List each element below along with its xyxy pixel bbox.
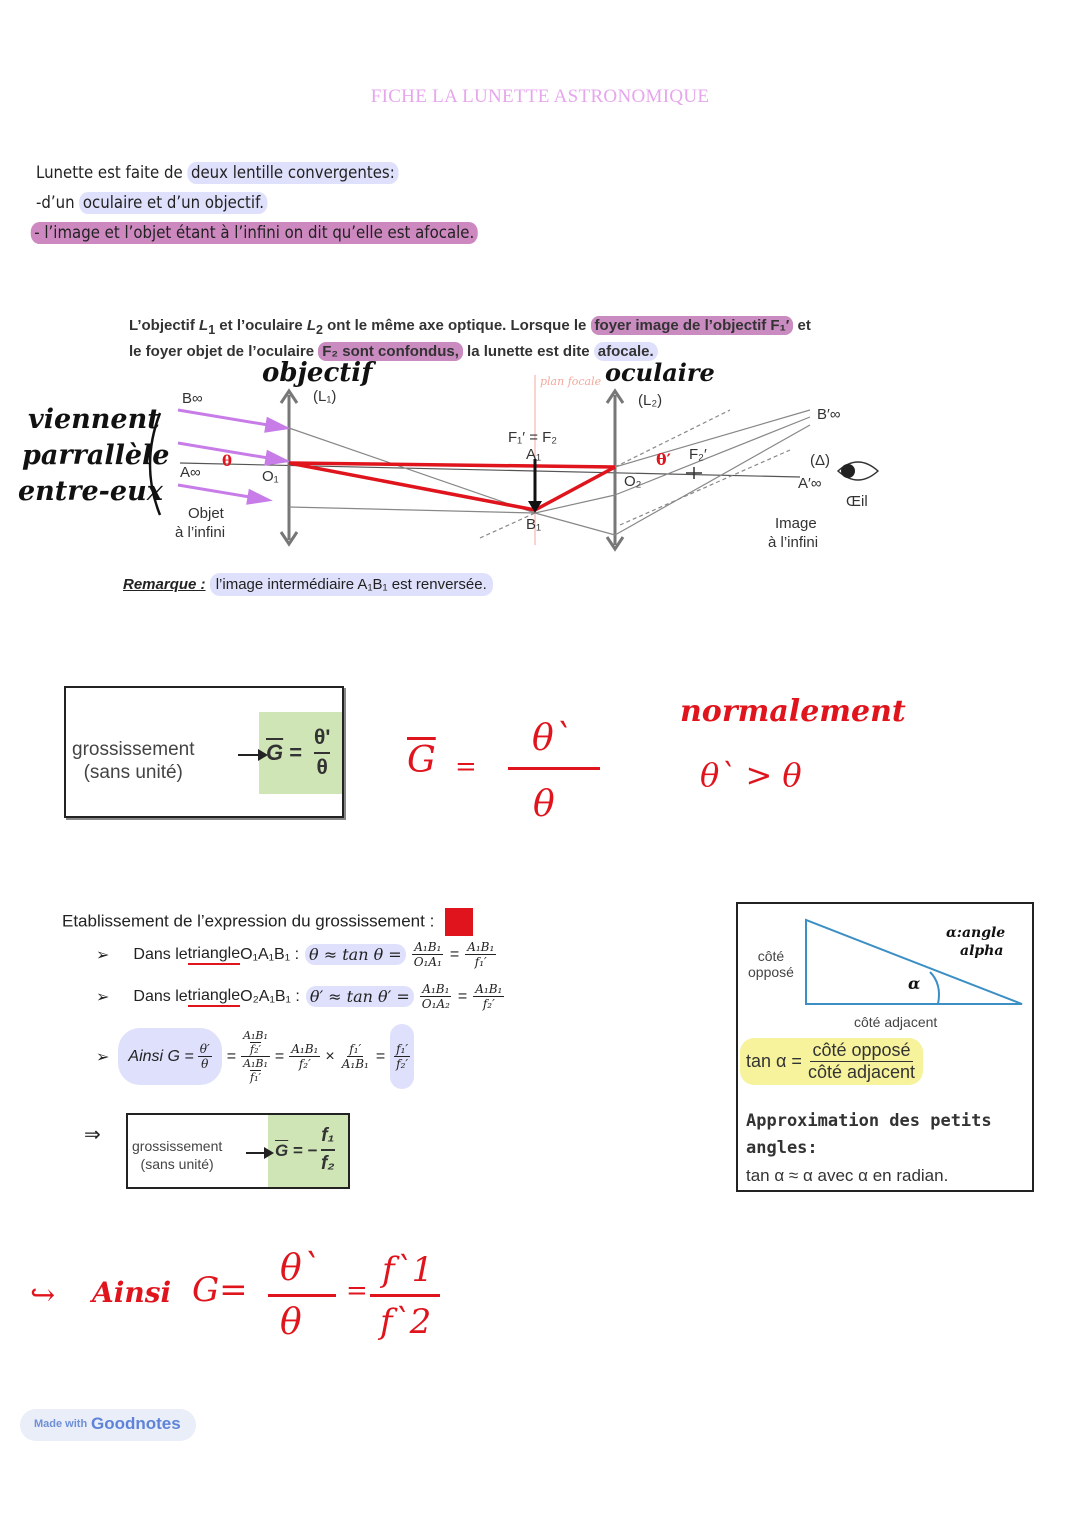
final-bar-2 bbox=[370, 1294, 440, 1297]
result-num: f₁ bbox=[321, 1123, 335, 1151]
label-theta-prime: θ′ bbox=[656, 450, 671, 469]
intro-line-1: Lunette est faite de deux lentille convergentes: bbox=[36, 158, 478, 188]
label-a-inf: A∞ bbox=[180, 464, 201, 481]
etablissement-heading: Etablissement de l’expression du grossissement : bbox=[62, 908, 473, 936]
caption-line-1: L’objectif $L_1$ et l’oculaire $L_2$ ont le même axe optique. Lorsque le foyer image de l’objectif F₁′ et bbox=[129, 317, 811, 337]
gross-num: θ' bbox=[314, 724, 330, 754]
final-arrow-icon: ↪ bbox=[30, 1278, 56, 1313]
hand-oculaire: oculaire bbox=[605, 358, 715, 387]
hand-frac-bar bbox=[508, 767, 600, 770]
gross-den: θ bbox=[316, 756, 328, 779]
grossissement-box bbox=[64, 686, 344, 818]
intro-line-2: -d’un oculaire et d’un objectif. bbox=[36, 188, 478, 218]
red-square-icon bbox=[445, 908, 473, 936]
result-den: f₂ bbox=[321, 1153, 335, 1174]
final-g: G= bbox=[192, 1270, 248, 1310]
intro-line-3: - l’image et l’objet étant à l’infini on dit qu’elle est afocale. bbox=[31, 218, 478, 248]
goodnotes-badge[interactable] bbox=[20, 1409, 196, 1441]
hand-g: $\overline{G}$ bbox=[407, 740, 436, 781]
hand-num: θ` bbox=[532, 718, 572, 759]
hand-den: θ bbox=[533, 784, 555, 825]
page-title: FICHE LA LUNETTE ASTRONOMIQUE bbox=[370, 86, 710, 107]
tan-formula: tan α = côté opposé côté adjacent bbox=[740, 1038, 923, 1085]
label-f2p: F₂′ bbox=[689, 446, 707, 463]
final-ainsi: Ainsi bbox=[92, 1276, 172, 1309]
hand-objectif: objectif bbox=[262, 358, 373, 388]
gross-label-2: (sans unité) bbox=[83, 762, 183, 783]
gross-eq: = bbox=[289, 740, 303, 765]
label-b-inf-p: B′∞ bbox=[817, 406, 841, 423]
remarque-text: l’image intermédiaire A₁B₁ est renversée. bbox=[210, 573, 493, 596]
hand-eq: = bbox=[455, 752, 477, 782]
cote-adjacent: côté adjacent bbox=[854, 1014, 938, 1030]
gross-arrow-icon bbox=[238, 748, 268, 762]
final-eq: = bbox=[346, 1276, 368, 1306]
hand-parallele-line: parrallèle bbox=[22, 440, 170, 471]
trigonometry-box bbox=[736, 902, 1034, 1192]
result-g: $\overline{G}$ bbox=[275, 1141, 289, 1160]
label-l1: (L₁) bbox=[313, 388, 337, 405]
alpha-note: α:angle alpha bbox=[946, 925, 1006, 959]
caption-line-2: le foyer objet de l’oculaire F₂ sont confondus, la lunette est dite afocale. bbox=[129, 341, 949, 362]
result-arrow-icon bbox=[246, 1147, 274, 1159]
bullet-1: ➢ Dans le triangle O₁A₁B₁ : θ ≈ tan θ = $\frac{\text{A₁B₁}}{\text{O₁A₁}}$ = $\frac{\text{A₁B₁}}{\text{f₁′}}$ bbox=[96, 940, 495, 969]
alpha-symbol: α bbox=[908, 974, 921, 993]
label-theta: θ bbox=[222, 452, 233, 470]
label-b1: B₁ bbox=[526, 516, 542, 533]
final-bar-1 bbox=[268, 1294, 336, 1297]
gross-label-1: grossissement bbox=[72, 739, 195, 760]
label-l2: (L₂) bbox=[638, 392, 663, 409]
hand-viennent-line: viennent bbox=[28, 404, 160, 435]
bullet-2: ➢ Dans le triangle O₂A₁B₁ : θ′ ≈ tan θ′ = $\frac{\text{A₁B₁}}{\text{O₁A₂}}$ = $\frac{\text{A₁B₁}}{\text{f₂′}}$ bbox=[96, 982, 503, 1011]
label-plan-focal: plan focale bbox=[540, 375, 602, 388]
bullet-arrow-icon: ➢ bbox=[96, 946, 110, 964]
made-with-text: Made with bbox=[34, 1418, 88, 1430]
label-delta: (Δ) bbox=[810, 452, 831, 469]
hand-entre-eux-line: entre-eux bbox=[18, 476, 163, 507]
label-oeil: Œil bbox=[846, 493, 868, 510]
label-a1: A₁ bbox=[526, 446, 542, 463]
red-construction bbox=[289, 463, 615, 510]
hand-normalement: normalement bbox=[680, 694, 906, 729]
final-num1: θ` bbox=[280, 1248, 320, 1289]
hand-theta-compare: θ` > θ bbox=[700, 756, 802, 794]
eye-icon bbox=[838, 462, 878, 480]
label-a-inf-p: A′∞ bbox=[798, 475, 822, 492]
lens-l1 bbox=[281, 391, 297, 544]
bullet-3: ➢ Ainsi G = $\frac{\theta'}{\theta}$ = A₁B₁ f₂′ A₁B₁ f₁′ = $\frac{\text{A₁B₁}}{\text{f₂′}}$ × $\frac{\text{f₁′}}{\text{A₁B₁}}$ = $\frac{\text{f₁′}}{\text{f₂′}}$ bbox=[96, 1024, 414, 1089]
gross-g-symbol: $\overline{G}$ bbox=[266, 740, 284, 765]
result-box bbox=[126, 1113, 350, 1189]
label-image: Image bbox=[775, 515, 817, 532]
cote-oppose-1: côté bbox=[757, 948, 785, 964]
approx-text: Approximation des petits angles: tan α ≈ α avec α en radian. bbox=[746, 1111, 992, 1185]
label-o2: O₂ bbox=[624, 473, 642, 490]
remarque bbox=[123, 576, 493, 593]
intro-text bbox=[36, 158, 478, 248]
label-image-infini: à l’infini bbox=[768, 534, 819, 551]
label-f1-f2: F₁′ = F₂ bbox=[508, 429, 558, 446]
hand-viennent bbox=[18, 402, 169, 510]
bullet-arrow-icon: ➢ bbox=[96, 1048, 110, 1066]
bullet-arrow-icon: ➢ bbox=[96, 988, 110, 1006]
final-den1: θ bbox=[280, 1302, 302, 1343]
label-o1: O₁ bbox=[262, 468, 279, 485]
label-objet-infini: à l’infini bbox=[175, 524, 226, 541]
label-objet: Objet bbox=[188, 505, 224, 522]
final-den2: f`2 bbox=[380, 1302, 432, 1342]
implies-symbol: ⇒ bbox=[84, 1124, 101, 1146]
result-eq: = − bbox=[292, 1141, 318, 1160]
final-num2: f`1 bbox=[382, 1250, 434, 1290]
remarque-label: Remarque : bbox=[123, 576, 206, 593]
result-label-1: grossissement bbox=[132, 1138, 223, 1154]
result-label-2: (sans unité) bbox=[140, 1156, 214, 1172]
goodnotes-brand: Goodnotes bbox=[91, 1414, 181, 1433]
label-b-inf: B∞ bbox=[182, 390, 203, 407]
cote-oppose-2: opposé bbox=[748, 964, 794, 980]
